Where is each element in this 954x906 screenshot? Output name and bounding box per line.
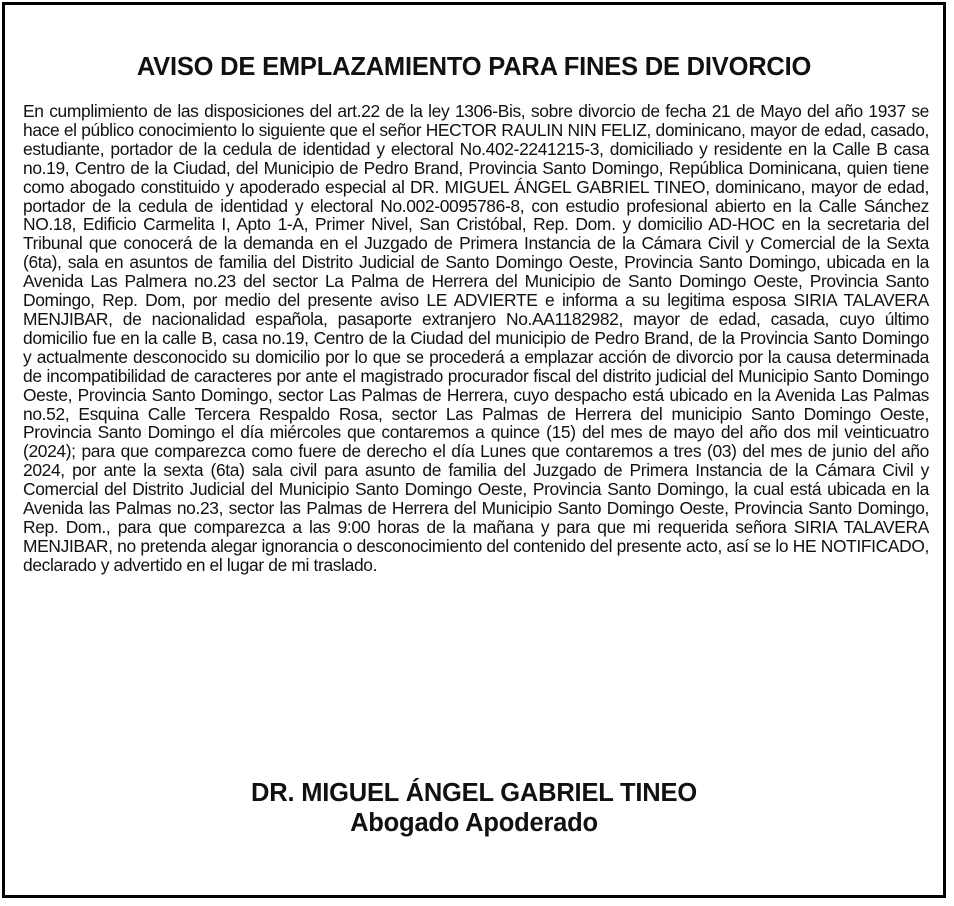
signature-role: Abogado Apoderado	[350, 809, 598, 837]
notice-title: AVISO DE EMPLAZAMIENTO PARA FINES DE DIVORCIO	[136, 53, 812, 81]
notice-frame	[2, 2, 946, 898]
notice-body: En cumplimiento de las disposiciones del art.22 de la ley 1306-Bis, sobre divorcio de fecha 21 de Mayo del año 1937 se hace el público conocimiento lo siguiente que el señor HECTOR RAULIN NIN FELIZ, dominicano, mayor de edad, casado, estudiante, portador de la cedula de identidad y electoral No.402-2241215-3, domiciliado y residente en la Calle B casa no.19, Centro de la Ciudad, del Municipio de Pedro Brand, Provincia Santo Domingo, República Dominicana, quien tiene como abogado constituido y apoderado especial al DR. MIGUEL ÁNGEL GABRIEL TINEO, dominicano, mayor de edad, portador de la cedula de identidad y electoral No.002-0095786-8, con estudio profesional abierto en la Calle Sánchez NO.18, Edificio Carmelita I, Apto 1-A, Primer Nivel, San Cristóbal, Rep. Dom. y domicilio AD-HOC en la secretaria del Tribunal que conocerá de la demanda en el Juzgado de Primera Instancia de la Cámara Civil y Comercial de la Sexta (6ta), sala en asuntos de familia del Distrito Judicial de Santo Domingo Oeste, Provincia Santo Domingo, ubicada en la Avenida Las Palmera no.23 del sector La Palma de Herrera del Municipio de Santo Domingo Oeste, Provincia Santo Domingo, Rep. Dom, por medio del presente aviso LE ADVIERTE e informa a su legitima esposa SIRIA TALAVERA MENJIBAR, de nacionalidad española, pasaporte extranjero No.AA1182982, mayor de edad, casada, cuyo último domicilio fue en la calle B, casa no.19, Centro de la Ciudad del municipio de Pedro Brand, de la Provincia Santo Domingo y actualmente desconocido su domicilio por lo que se procederá a emplazar acción de divorcio por la causa determinada de incompatibilidad de caracteres por ante el magistrado procurador fiscal del distrito judicial del Municipio Santo Domingo Oeste, Provincia Santo Domingo, sector Las Palmas de Herrera, cuyo despacho está ubicado en la Avenida Las Palmas no.52, Esquina Calle Tercera Respaldo Rosa, sector Las Palmas de Herrera del municipio Santo Domingo Oeste, Provincia Santo Domingo el día miércoles que contaremos a quince (15) del mes de mayo del año dos mil veinticuatro (2024); para que comparezca como fuere de derecho el día Lunes que contaremos a tres (03) del mes de junio del año 2024, por ante la sexta (6ta) sala civil para asunto de familia del Juzgado de Primera Instancia de la Cámara Civil y Comercial del Distrito Judicial del Municipio Santo Domingo Oeste, Provincia Santo Domingo, la cual está ubicada en la Avenida las Palmas no.23, sector las Palmas de Herrera del Municipio Santo Domingo Oeste, Provincia Santo Domingo, Rep. Dom., para que comparezca a las 9:00 horas de la mañana y para que mi requerida señora SIRIA TALAVERA MENJIBAR, no pretenda alegar ignorancia o desconocimiento del contenido del presente acto, así se lo HE NOTIFICADO, declarado y advertido en el lugar de mi traslado.	[23, 101, 929, 575]
signature-name: DR. MIGUEL ÁNGEL GABRIEL TINEO	[251, 779, 697, 807]
signature-block	[5, 778, 943, 838]
